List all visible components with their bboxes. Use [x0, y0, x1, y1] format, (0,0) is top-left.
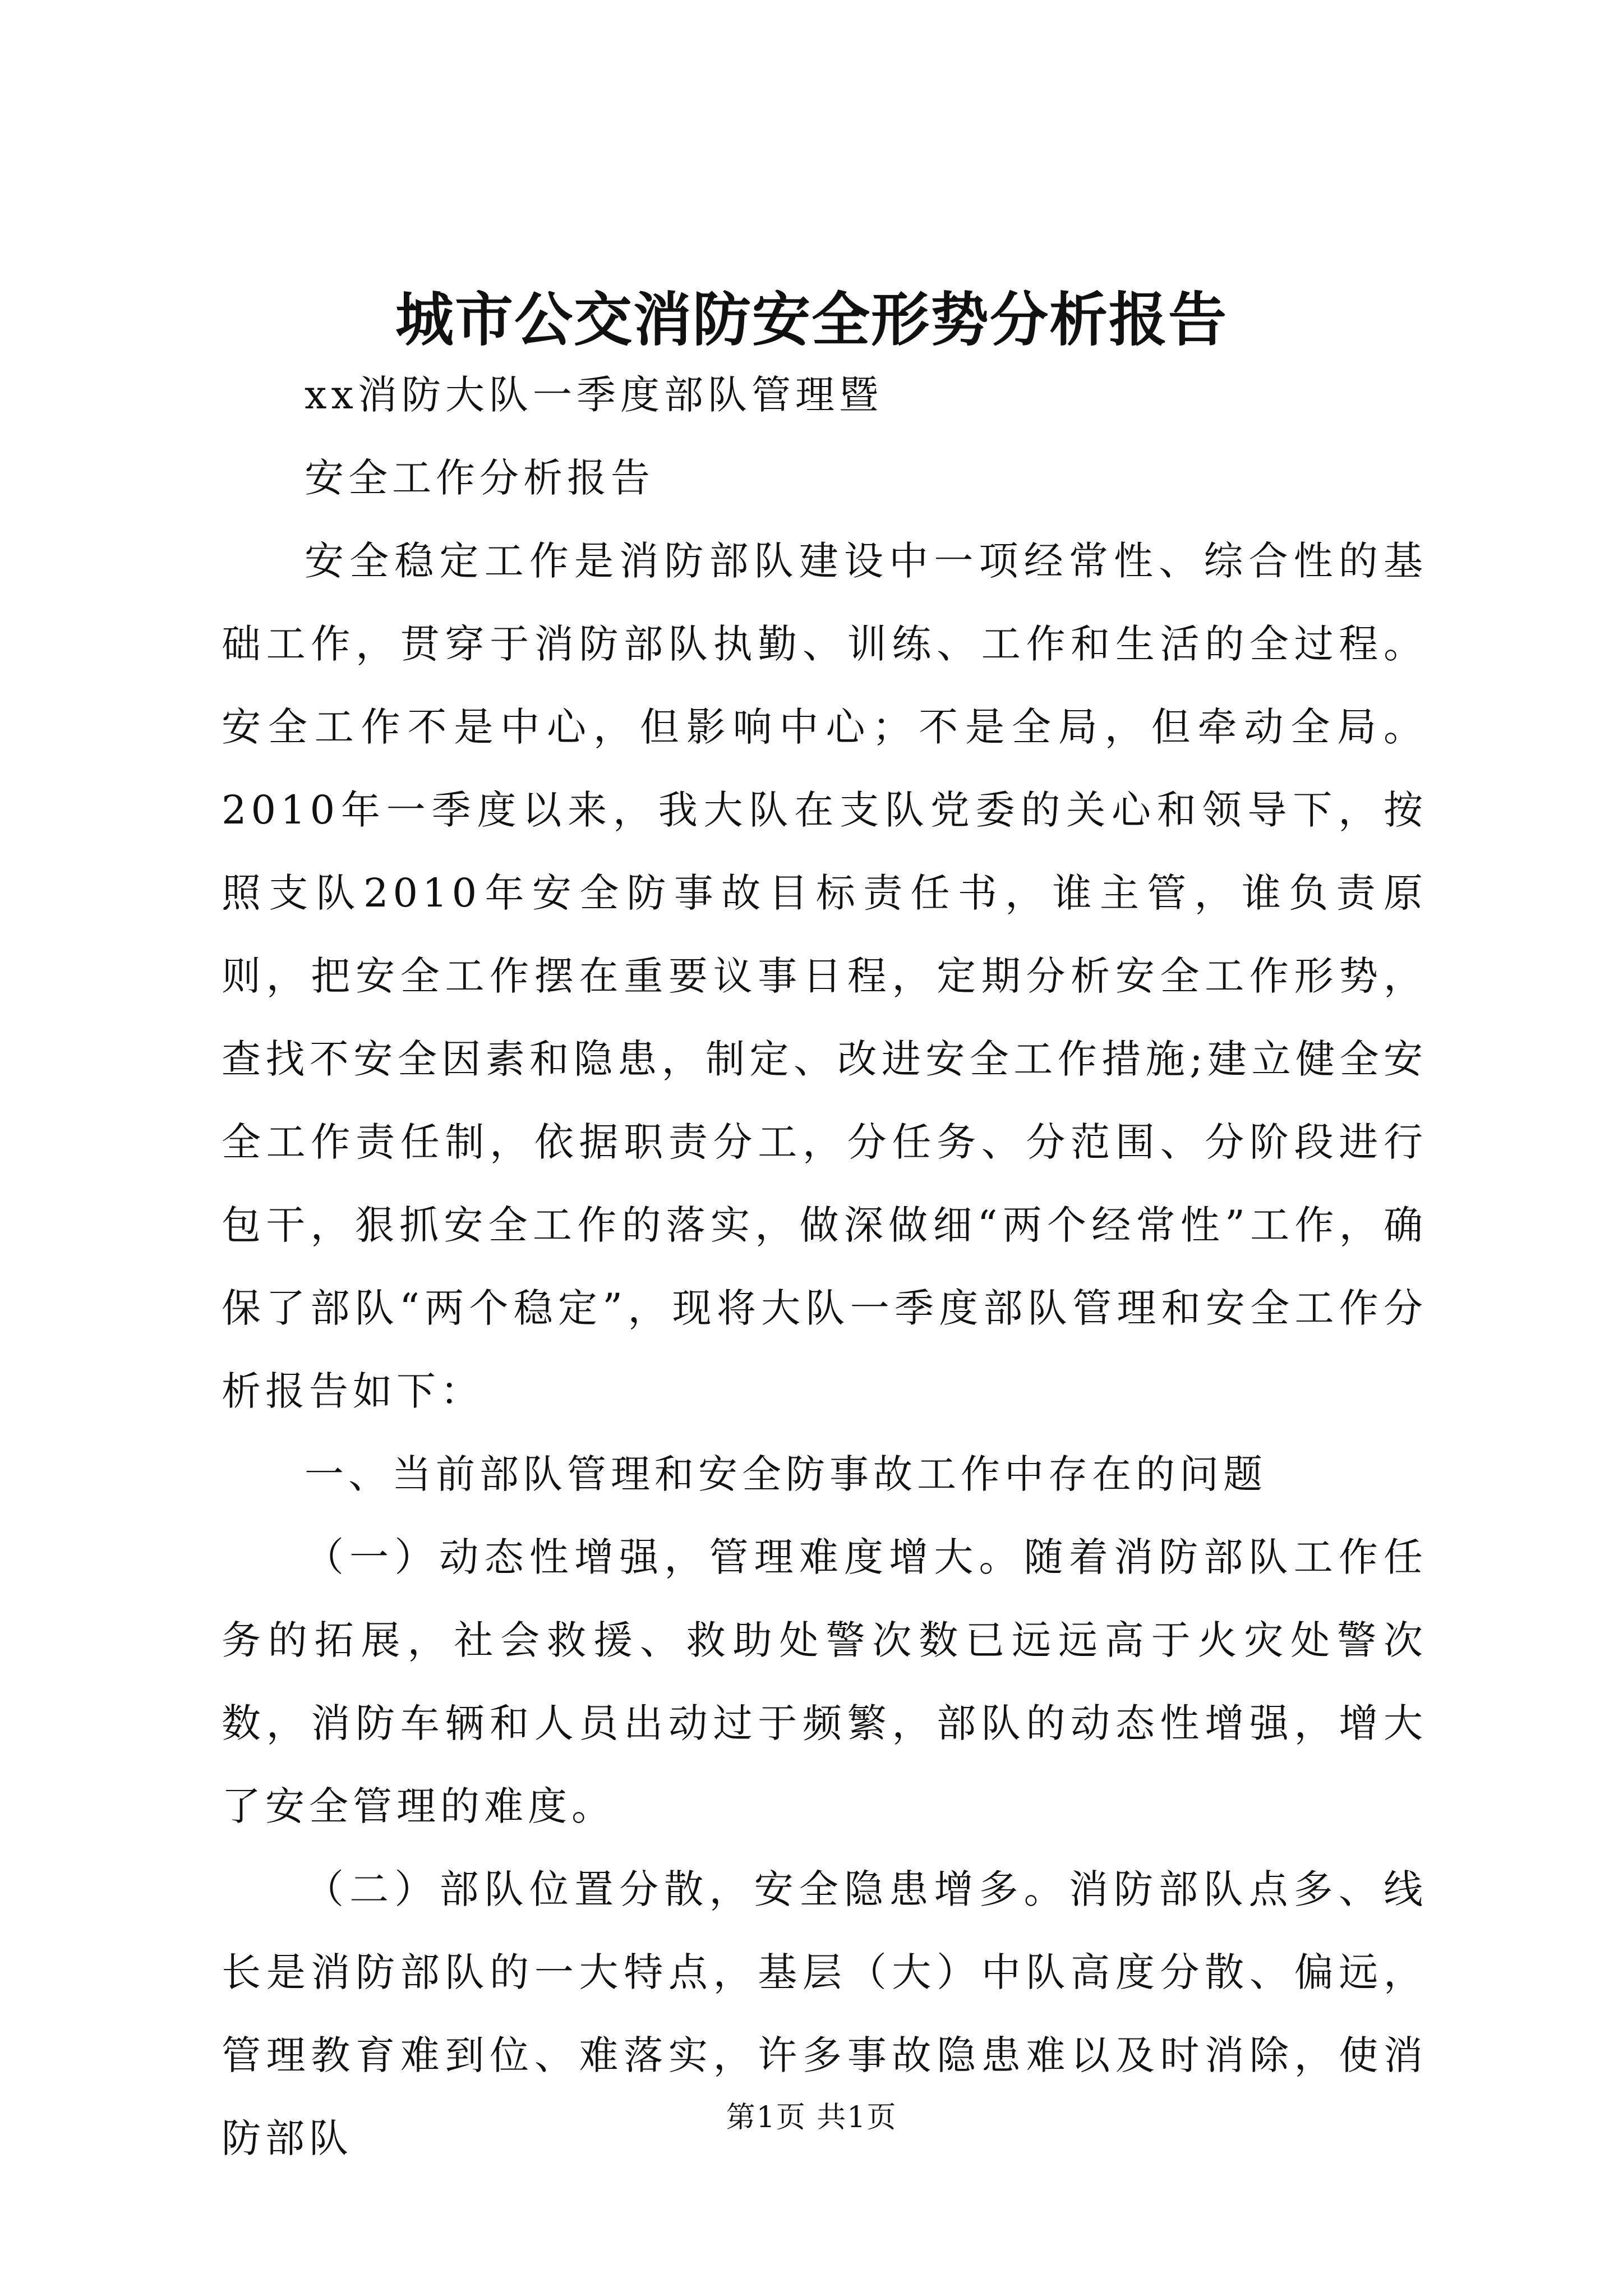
paragraph-point-1: （一）动态性增强，管理难度增大。随着消防部队工作任务的拓展，社会救援、救助处警次数已远远高于火灾处警次数，消防车辆和人员出动过于频繁，部队的动态性增强，增大了安全管理的难度。 [222, 1534, 1427, 1829]
document-body [222, 353, 1427, 2180]
document-title: 城市公交消防安全形势分析报告 [395, 285, 1228, 354]
paragraph-intro: 安全稳定工作是消防部队建设中一项经常性、综合性的基础工作，贯穿于消防部队执勤、训练、工作和生活的全过程。安全工作不是中心，但影响中心；不是全局，但牵动全局。2010年一季度以来，我大队在支队党委的关心和领导下，按照支队2010年安全防事故目标责任书，谁主管，谁负责原则，把安全工作摆在重要议事日程，定期分析安全工作形势，查找不安全因素和隐患，制定、改进安全工作措施;建立健全安全工作责任制，依据职责分工，分任务、分范围、分阶段进行包干，狠抓安全工作的落实，做深做细“两个经常性”工作，确保了部队“两个稳定”，现将大队一季度部队管理和安全工作分析报告如下： [222, 538, 1427, 1414]
paragraph-point-2: （二）部队位置分散，安全隐患增多。消防部队点多、线长是消防部队的一大特点，基层（大）中队高度分散、偏远，管理教育难到位、难落实，许多事故隐患难以及时消除，使消防部队 [222, 1866, 1427, 2161]
section-heading-problems: 一、当前部队管理和安全防事故工作中存在的问题 [305, 1451, 1267, 1497]
subtitle-line-2: 安全工作分析报告 [305, 455, 654, 501]
subtitle-line-1: xx消防大队一季度部队管理暨 [305, 372, 883, 418]
page-footer: 第1页 共1页 [726, 2101, 897, 2134]
